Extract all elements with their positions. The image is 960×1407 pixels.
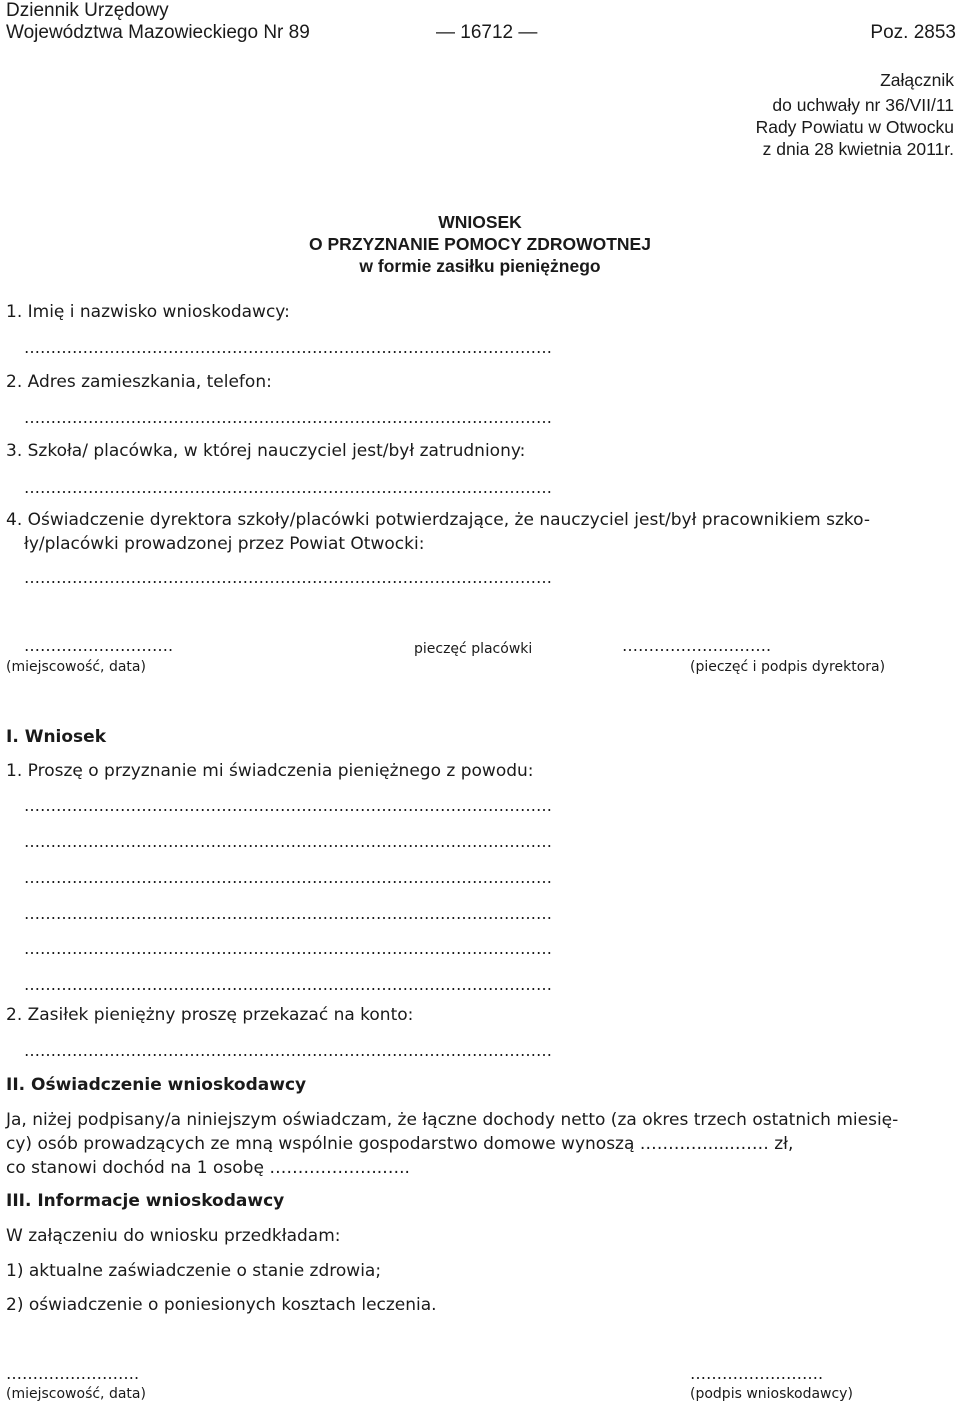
field-2-label: 2. Adres zamieszkania, telefon: <box>6 372 272 392</box>
declaration-line-2: cy) osób prowadzących ze mną wspólnie gospodarstwo domowe wynoszą ………….....…… zł, <box>6 1134 794 1154</box>
field-2-line[interactable]: ……………………………………………………………………………………… <box>24 408 552 427</box>
declaration-line-3: co stanowi dochód na 1 osobę ………………..….. <box>6 1158 410 1178</box>
attachment-item-2: 2) oświadczenie o poniesionych kosztach leczenia. <box>6 1295 437 1315</box>
attachments-intro: W załączeniu do wniosku przedkładam: <box>6 1226 341 1246</box>
director-signature-label: (pieczęć i podpis dyrektora) <box>690 659 886 675</box>
reason-line-1[interactable]: ……………………………………………………………………………………… <box>24 796 552 815</box>
bank-account-line[interactable]: ……………………………………………………………………………………… <box>24 1041 552 1060</box>
journal-name: Dziennik Urzędowy <box>6 0 169 21</box>
field-3-label: 3. Szkoła/ placówka, w której nauczyciel jest/był zatrudniony: <box>6 441 526 461</box>
question-2-label: 2. Zasiłek pieniężny proszę przekazać na konto: <box>6 1005 414 1025</box>
applicant-signature-line[interactable]: ……………………. <box>690 1364 824 1383</box>
field-4-label-cont: ły/placówki prowadzonej przez Powiat Otwocki: <box>24 534 425 554</box>
institution-stamp-label: pieczęć placówki <box>414 641 533 657</box>
reason-line-4[interactable]: ……………………………………………………………………………………… <box>24 904 552 923</box>
director-place-date-label: (miejscowość, data) <box>6 659 146 675</box>
annex-line-4: z dnia 28 kwietnia 2011r. <box>762 139 954 159</box>
section-1-heading: I. Wniosek <box>6 727 107 747</box>
section-2-heading: II. Oświadczenie wnioskodawcy <box>6 1075 307 1095</box>
attachment-item-1: 1) aktualne zaświadczenie o stanie zdrowia; <box>6 1261 382 1281</box>
form-title: WNIOSEK <box>438 212 522 232</box>
reason-line-6[interactable]: ……………………………………………………………………………………… <box>24 975 552 994</box>
director-signature-line[interactable]: ………………………. <box>622 636 772 655</box>
section-3-heading: III. Informacje wnioskodawcy <box>6 1191 285 1211</box>
applicant-place-date-line[interactable]: ……………………. <box>6 1364 140 1383</box>
declaration-line-1: Ja, niżej podpisany/a niniejszym oświadczam, że łączne dochody netto (za okres trzech ostatnich miesię- <box>6 1110 899 1130</box>
form-subtitle-2: w formie zasiłku pieniężnego <box>359 256 601 276</box>
position-number: Poz. 2853 <box>870 22 956 43</box>
director-place-date-line[interactable]: ………………………. <box>24 636 174 655</box>
reason-line-2[interactable]: ……………………………………………………………………………………… <box>24 832 552 851</box>
annex-line-2: do uchwały nr 36/VII/11 <box>772 95 954 115</box>
reason-line-5[interactable]: ……………………………………………………………………………………… <box>24 939 552 958</box>
annex-line-3: Rady Powiatu w Otwocku <box>755 117 954 137</box>
page-number: — 16712 — <box>436 22 538 43</box>
applicant-signature-label: (podpis wnioskodawcy) <box>690 1386 853 1402</box>
journal-issue: Województwa Mazowieckiego Nr 89 <box>6 22 310 43</box>
field-4-line[interactable]: ……………………………………………………………………………………… <box>24 568 552 587</box>
field-3-line[interactable]: ……………………………………………………………………………………… <box>24 478 552 497</box>
field-4-label: 4. Oświadczenie dyrektora szkoły/placówki potwierdzające, że nauczyciel jest/był pracownikiem szko- <box>6 510 871 530</box>
applicant-place-date-label: (miejscowość, data) <box>6 1386 146 1402</box>
form-subtitle: O PRZYZNANIE POMOCY ZDROWOTNEJ <box>309 234 651 254</box>
question-1-label: 1. Proszę o przyznanie mi świadczenia pieniężnego z powodu: <box>6 761 534 781</box>
field-1-label: 1. Imię i nazwisko wnioskodawcy: <box>6 302 290 322</box>
reason-line-3[interactable]: ……………………………………………………………………………………… <box>24 868 552 887</box>
field-1-line[interactable]: ……………………………………………………………………………………… <box>24 338 552 357</box>
annex-line-1: Załącznik <box>880 70 954 90</box>
